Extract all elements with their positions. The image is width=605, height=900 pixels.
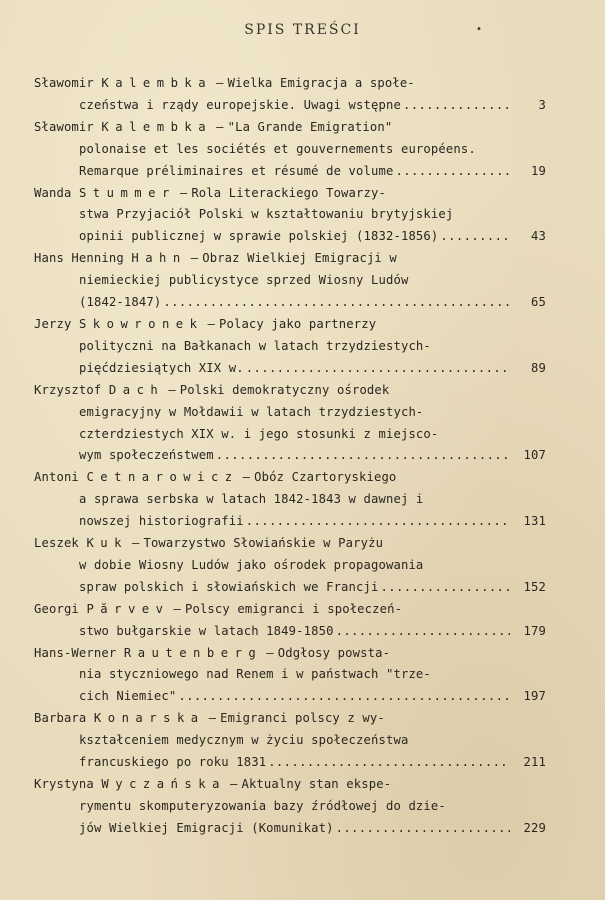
toc-entry bbox=[34, 248, 546, 314]
separator-dash: – bbox=[242, 470, 251, 485]
toc-entry bbox=[34, 708, 546, 774]
title-text: "La Grande Emigration" bbox=[227, 119, 393, 134]
title-text: czeństwa i rządy europejskie. Uwagi wstępne bbox=[79, 97, 401, 112]
separator-dash: – bbox=[216, 76, 224, 90]
title-text: nowszej historiografii bbox=[79, 514, 244, 529]
separator-dash: – bbox=[131, 536, 140, 551]
separator-dash: – bbox=[229, 777, 238, 791]
toc-line bbox=[34, 270, 546, 292]
toc-entry bbox=[34, 467, 546, 533]
author-surname: Kalembka bbox=[101, 76, 213, 90]
toc-entry bbox=[34, 183, 546, 249]
page-number: 107 bbox=[523, 448, 546, 463]
toc-line bbox=[34, 380, 546, 402]
title-text: cich Niemiec" bbox=[79, 689, 177, 704]
page-number: 131 bbox=[523, 514, 546, 529]
title-text: Rola Literackiego Towarzy- bbox=[191, 185, 386, 200]
toc-line bbox=[34, 533, 546, 555]
title-text: pięćdziesiątych XIX w. bbox=[79, 360, 244, 375]
toc-entry bbox=[34, 533, 546, 599]
dot-leader bbox=[178, 686, 510, 708]
toc-line bbox=[34, 664, 546, 686]
author-first-name: Antoni bbox=[34, 470, 79, 485]
toc-line-text bbox=[79, 577, 379, 599]
toc-line-text bbox=[79, 358, 244, 380]
separator-dash: – bbox=[207, 316, 215, 331]
toc-line bbox=[34, 774, 546, 796]
corner-mark: • bbox=[476, 24, 483, 35]
author-first-name: Georgi bbox=[34, 601, 79, 616]
title-text: stwo bułgarskie w latach 1849-1850 bbox=[79, 623, 334, 638]
author-first-name: Krzysztof bbox=[34, 382, 102, 397]
toc-line bbox=[34, 248, 546, 270]
toc-line-text bbox=[79, 445, 214, 467]
separator-dash: – bbox=[173, 601, 181, 616]
title-text: kształceniem medycznym w życiu społeczeństwa bbox=[79, 733, 409, 748]
author-surname: Konarska bbox=[93, 711, 205, 726]
page-title: SPIS TREŚCI bbox=[244, 22, 361, 38]
toc-line bbox=[34, 161, 546, 183]
author-surname: Kalembka bbox=[101, 119, 213, 134]
author-first-name: Krystyna bbox=[34, 777, 94, 791]
toc-line-text bbox=[79, 621, 334, 643]
author-surname: Părvev bbox=[86, 601, 170, 616]
author-first-name: Leszek bbox=[34, 536, 79, 551]
title-text: stwa Przyjaciół Polski w kształtowaniu brytyjskiej bbox=[79, 207, 454, 222]
toc-line-text bbox=[79, 686, 176, 708]
toc-line bbox=[34, 686, 546, 708]
title-text: Obóz Czartoryskiego bbox=[254, 470, 397, 485]
dot-leader bbox=[268, 752, 510, 774]
toc-line bbox=[34, 358, 546, 380]
toc-entry bbox=[34, 73, 546, 117]
dot-leader bbox=[246, 358, 510, 380]
toc-line bbox=[34, 226, 546, 248]
toc-line bbox=[34, 555, 546, 577]
author-surname: Hahn bbox=[131, 251, 187, 266]
toc-line bbox=[34, 424, 546, 446]
toc-line bbox=[34, 621, 546, 643]
dot-leader bbox=[440, 226, 510, 248]
title-text: Emigranci polscy z wy- bbox=[220, 711, 385, 726]
author-surname: Dach bbox=[108, 382, 165, 397]
author-surname: Cetnarowicz bbox=[86, 470, 239, 485]
dot-leader bbox=[246, 511, 510, 533]
toc-line-text bbox=[79, 226, 438, 248]
separator-dash: – bbox=[190, 251, 199, 266]
separator-dash: – bbox=[168, 382, 176, 397]
separator-dash: – bbox=[208, 711, 217, 726]
separator-dash: – bbox=[216, 119, 224, 134]
toc-line-text bbox=[79, 511, 244, 533]
toc-line bbox=[34, 489, 546, 511]
author-first-name: Hans-Werner bbox=[34, 645, 117, 660]
toc-entry bbox=[34, 643, 546, 709]
author-first-name: Sławomir bbox=[34, 119, 94, 134]
toc-line bbox=[34, 467, 546, 489]
toc-line bbox=[34, 117, 546, 139]
title-text: jów Wielkiej Emigracji (Komunikat) bbox=[79, 820, 334, 835]
toc-entry bbox=[34, 314, 546, 380]
toc-line bbox=[34, 139, 546, 161]
title-text: (1842-1847) bbox=[79, 295, 162, 310]
toc-line bbox=[34, 73, 546, 95]
dot-leader bbox=[163, 292, 510, 314]
toc-line bbox=[34, 796, 546, 818]
title-text: Remarque préliminaires et résumé de volume bbox=[79, 163, 394, 178]
page-number: 229 bbox=[523, 820, 546, 835]
toc-line-text bbox=[79, 95, 401, 117]
author-surname: Rautenberg bbox=[123, 645, 263, 660]
separator-dash: – bbox=[179, 185, 188, 200]
page-number: 43 bbox=[531, 229, 546, 244]
toc-line bbox=[34, 708, 546, 730]
page-number: 197 bbox=[523, 689, 546, 704]
toc-line bbox=[34, 95, 546, 117]
title-text: niemieckiej publicystyce sprzed Wiosny Ludów bbox=[79, 273, 409, 288]
toc-line bbox=[34, 314, 546, 336]
dot-leader bbox=[336, 818, 510, 840]
page-number: 211 bbox=[523, 755, 546, 770]
toc-line bbox=[34, 577, 546, 599]
title-text: emigracyjny w Mołdawii w latach trzydziestych- bbox=[79, 404, 424, 419]
toc-line bbox=[34, 204, 546, 226]
dot-leader bbox=[216, 445, 510, 467]
title-text: Polacy jako partnerzy bbox=[218, 316, 377, 331]
table-of-contents bbox=[34, 73, 546, 840]
toc-line bbox=[34, 445, 546, 467]
author-surname: Skowronek bbox=[78, 316, 204, 331]
title-text: Aktualny stan ekspe- bbox=[241, 777, 392, 791]
toc-entry bbox=[34, 599, 546, 643]
toc-line bbox=[34, 752, 546, 774]
toc-line-text bbox=[79, 292, 161, 314]
title-text: francuskiego po roku 1831 bbox=[79, 755, 267, 770]
toc-line-text bbox=[79, 818, 334, 840]
page-number: 152 bbox=[523, 579, 546, 594]
title-text: w dobie Wiosny Ludów jako ośrodek propagowania bbox=[79, 557, 424, 572]
title-text: Towarzystwo Słowiańskie w Paryżu bbox=[143, 536, 384, 551]
title-text: wym społeczeństwem bbox=[79, 448, 214, 463]
author-first-name: Barbara bbox=[34, 711, 87, 726]
title-text: spraw polskich i słowiańskich we Francji bbox=[79, 579, 379, 594]
page-number: 65 bbox=[531, 295, 546, 310]
page-number: 19 bbox=[531, 163, 546, 178]
dot-leader bbox=[403, 95, 510, 117]
title-text: Polscy emigranci i społeczeń- bbox=[184, 601, 403, 616]
separator-dash: – bbox=[266, 645, 274, 660]
toc-line-text bbox=[79, 161, 393, 183]
author-surname: Stummer bbox=[78, 185, 176, 200]
title-text: nia styczniowego nad Renem i w państwach "trze- bbox=[79, 667, 431, 682]
toc-line bbox=[34, 818, 546, 840]
toc-entry bbox=[34, 380, 546, 468]
toc-line bbox=[34, 730, 546, 752]
author-first-name: Sławomir bbox=[34, 76, 94, 90]
title-text: Obraz Wielkiej Emigracji w bbox=[202, 251, 397, 266]
toc-line bbox=[34, 336, 546, 358]
toc-line bbox=[34, 511, 546, 533]
page-number: 89 bbox=[531, 360, 546, 375]
toc-entry bbox=[34, 774, 546, 840]
toc-line bbox=[34, 402, 546, 424]
title-text: Polski demokratyczny ośrodek bbox=[179, 382, 390, 397]
title-text: Wielka Emigracja a społe- bbox=[227, 76, 415, 90]
author-first-name: Wanda bbox=[34, 185, 72, 200]
title-text: rymentu skomputeryzowania bazy źródłowej do dzie- bbox=[79, 798, 446, 813]
author-surname: Kuk bbox=[86, 536, 128, 551]
author-first-name: Jerzy bbox=[34, 316, 72, 331]
toc-line bbox=[34, 292, 546, 314]
dot-leader bbox=[381, 577, 511, 599]
toc-entry bbox=[34, 117, 546, 183]
author-first-name: Hans Henning bbox=[34, 251, 124, 266]
toc-line-text bbox=[79, 752, 266, 774]
title-text: opinii publicznej w sprawie polskiej (1832-1856) bbox=[79, 229, 439, 244]
title-text: czterdziestych XIX w. i jego stosunki z miejsco- bbox=[79, 426, 439, 441]
title-text: Odgłosy powsta- bbox=[277, 645, 391, 660]
page-number: 3 bbox=[538, 97, 546, 112]
toc-line bbox=[34, 599, 546, 621]
dot-leader bbox=[395, 161, 510, 183]
title-text: polonaise et les sociétés et gouvernements européens. bbox=[79, 141, 476, 156]
dot-leader bbox=[336, 621, 510, 643]
toc-line bbox=[34, 643, 546, 665]
author-surname: Wyczańska bbox=[101, 777, 226, 791]
title-text: a sprawa serbska w latach 1842-1843 w dawnej i bbox=[79, 492, 424, 507]
title-text: polityczni na Bałkanach w latach trzydziestych- bbox=[79, 338, 431, 353]
page-number: 179 bbox=[523, 623, 546, 638]
toc-line bbox=[34, 183, 546, 205]
